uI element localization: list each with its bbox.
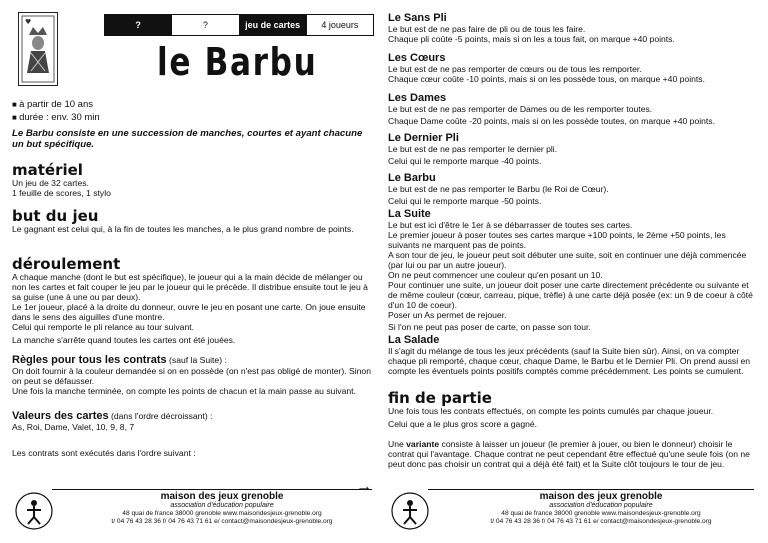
deroulement-p2: Le 1er joueur, placé à la droite du donneur, ouvre le jeu en posant une carte. On joue ensuite dans le sens des aiguilles d'une montre.: [12, 302, 366, 322]
contract-name: Le Barbu: [388, 172, 436, 184]
footer-org-name: maison des jeux grenoble: [539, 491, 663, 502]
suite-p2: Le premier joueur à poser toutes ses cartes marque +100 points, le 2ème +50 points, les suivants ne marquent pas de points.: [388, 230, 726, 250]
materiel-section: [12, 162, 372, 198]
salade-text: Il s'agit du mélange de tous les jeux précédents (sauf la Suite bien sûr). Ainsi, on va compter chaque pli remporté, chaque cœur, chaque Dame, le Barbu et le Dernier Pli. On prend aussi en compte les éventuels points positifs comptés comme précédemment. Les points se cumulent.: [388, 346, 751, 376]
valeurs-line: As, Roi, Dame, Valet, 10, 9, 8, 7: [12, 422, 135, 432]
contract-line: Chaque cœur coûte -10 points, mais si on les possède tous, on marque +40 points.: [388, 74, 705, 84]
footer-rule: [52, 489, 372, 490]
info-cell-players-count: ?: [105, 15, 172, 35]
contract-name: Le Sans Pli: [388, 12, 447, 24]
valeurs-heading-note: (dans l'ordre décroissant) :: [111, 411, 213, 421]
contract-sans-pli: [388, 12, 754, 52]
game-title: le Barbu: [157, 40, 318, 84]
variante-text: [388, 439, 754, 469]
suite-p5: Pour continuer une suite, un joueur doit poser une carte directement précédente ou suivante et de même couleur (cœur, carreau, pique, trèfle) à une carte déjà posée (ex: un 9 de coeur à côté d'un 10 de coeur).: [388, 280, 753, 310]
footer-left: [12, 478, 372, 535]
king-card-illustration: [18, 12, 58, 86]
info-cell-type: jeu de cartes: [240, 15, 307, 35]
footer-right: [388, 491, 754, 535]
regles-p1: On doit fournir à la couleur demandée si on en possède (on n'est pas obligé de monter). Sinon on peut se défausser.: [12, 366, 371, 386]
footer-address: 48 quai de france 38000 grenoble www.maisondesjeux-grenoble.org: [122, 510, 322, 517]
contract-name: Le Dernier Pli: [388, 132, 459, 144]
salade-section: [388, 334, 754, 376]
suite-p4: On ne peut commencer une couleur qu'en posant un 10.: [388, 270, 603, 280]
fin-p1: Une fois tous les contrats effectués, on compte les points cumulés par chaque joueur.: [388, 406, 714, 416]
meta-list: [12, 98, 100, 124]
suite-name: La Suite: [388, 208, 431, 220]
footer-org-name: maison des jeux grenoble: [160, 491, 284, 502]
deroulement-p4: La manche s'arrête quand toutes les cartes ont été jouées.: [12, 335, 236, 345]
suite-p3: A son tour de jeu, le joueur peut soit débuter une suite, soit en continuer une déjà commencée (par lui ou par un autre joueur).: [388, 250, 747, 270]
contract-line: Le but est de ne pas remporter de Dames ou de les remporter toutes.: [388, 104, 653, 114]
info-cell-players: 4 joueurs: [321, 20, 359, 30]
suite-p6: Poser un As permet de rejouer.: [388, 310, 507, 320]
suite-section: [388, 208, 754, 332]
deroulement-section: [12, 256, 372, 345]
regles-heading: Règles pour tous les contrats: [12, 354, 167, 366]
but-text: Le gagnant est celui qui, à la fin de toutes les manches, a le plus grand nombre de points.: [12, 224, 354, 234]
suite-p7: Si l'on ne peut pas poser de carte, on passe son tour.: [388, 322, 591, 332]
footer-rule: [428, 489, 754, 490]
footer-org-info: [448, 491, 754, 526]
contract-coeurs: [388, 52, 754, 92]
intro-text: Le Barbu consiste en une succession de manches, courtes et ayant chacune un but spécifique.: [12, 128, 363, 150]
valeurs-heading: Valeurs des cartes: [12, 410, 109, 422]
contract-line: Le but est de ne pas remporter le Barbu (le Roi de Cœur).: [388, 184, 609, 194]
maison-des-jeux-logo-icon: [390, 491, 430, 531]
contract-dames: [388, 92, 754, 132]
suite-p1: Le but est ici d'être le 1er à se débarrasser de toutes ses cartes.: [388, 220, 633, 230]
footer-contact: t/ 04 76 43 28 36 f/ 04 76 43 71 61 e/ contact@maisondesjeux-grenoble.org: [490, 518, 712, 525]
contract-name: Les Cœurs: [388, 52, 446, 64]
maison-des-jeux-logo-icon: [14, 491, 54, 531]
deroulement-p1: A chaque manche (dont le but est spécifique), le joueur qui a la main décide de mélanger ou non les cartes et fait couper le jeu par le joueur qui le précède. Il distribue ensuite tout le jeu à sa guise (une à une ou par deux).: [12, 272, 368, 302]
contract-line: Le but est de ne pas faire de pli ou de tous les faire.: [388, 24, 586, 34]
deroulement-p3: Celui qui remporte le pli relance au tour suivant.: [12, 322, 194, 332]
regles-section: [12, 354, 372, 396]
footer-address: 48 quai de france 38000 grenoble www.maisondesjeux-grenoble.org: [501, 510, 701, 517]
game-info-bar: [104, 14, 374, 36]
variante-word: variante: [406, 439, 440, 449]
meta-age: ■ à partir de 10 ans: [12, 98, 100, 111]
salade-name: La Salade: [388, 334, 440, 346]
king-card-icon: [19, 13, 57, 85]
contract-line: Le but est de ne pas remporter de cœurs ou de tous les remporter.: [388, 64, 642, 74]
footer-contact: t/ 04 76 43 28 36 f/ 04 76 43 71 61 e/ contact@maisondesjeux-grenoble.org: [111, 518, 333, 525]
contracts-list: [388, 12, 754, 212]
variante-pre: Une: [388, 439, 404, 449]
variante-post: consiste à laisser un joueur (le premier à jouer, ou bien le donneur) choisir le contrat qui l'avantage. Chaque contrat ne peut cependant être effectué qu'une seule fois (on ne peut donc pas choisir un contrat qui a déjà été fait) et la Suite clôt toujours le tour de jeu.: [388, 439, 750, 469]
contract-line: Le but est de ne pas remporter le dernier pli.: [388, 144, 558, 154]
contract-dernier-pli: [388, 132, 754, 172]
svg-text:♥: ♥: [25, 18, 32, 26]
footer-org-subtitle: association d'éducation populaire: [170, 502, 274, 509]
contrats-intro: Les contrats sont exécutés dans l'ordre suivant :: [12, 448, 196, 458]
footer-org-info: [72, 491, 372, 526]
left-page: [12, 0, 372, 543]
contract-name: Les Dames: [388, 92, 447, 104]
fin-section: [388, 390, 754, 469]
meta-duration: ■ durée : env. 30 min: [12, 111, 100, 124]
next-page-arrow-icon: →: [356, 478, 372, 495]
materiel-line-2: 1 feuille de scores, 1 stylo: [12, 188, 111, 198]
contract-line: Celui qui le remporte marque -40 points.: [388, 156, 542, 166]
materiel-line-1: Un jeu de 32 cartes.: [12, 178, 89, 188]
valeurs-section: [12, 410, 372, 432]
but-heading: but du jeu: [12, 207, 99, 225]
right-page: [388, 0, 754, 543]
contract-barbu: [388, 172, 754, 212]
fin-p2: Celui que a le plus gros score a gagné.: [388, 419, 538, 429]
deroulement-heading: déroulement: [12, 255, 121, 273]
regles-p2: Une fois la manche terminée, on compte les points de chacun et la main passe au suivant.: [12, 386, 356, 396]
footer-org-subtitle: association d'éducation populaire: [549, 502, 653, 509]
but-section: [12, 208, 372, 234]
info-cell-age: ?: [172, 15, 239, 35]
fin-heading: fin de partie: [388, 389, 492, 407]
materiel-heading: matériel: [12, 161, 83, 179]
contract-line: Chaque Dame coûte -20 points, mais si on les possède toutes, on marque +40 points.: [388, 116, 715, 126]
contract-line: Chaque pli coûte -5 points, mais si on les a tous fait, on marque +40 points.: [388, 34, 675, 44]
regles-heading-note: (sauf la Suite) :: [169, 355, 227, 365]
contract-line: Celui qui le remporte marque -50 points.: [388, 196, 542, 206]
